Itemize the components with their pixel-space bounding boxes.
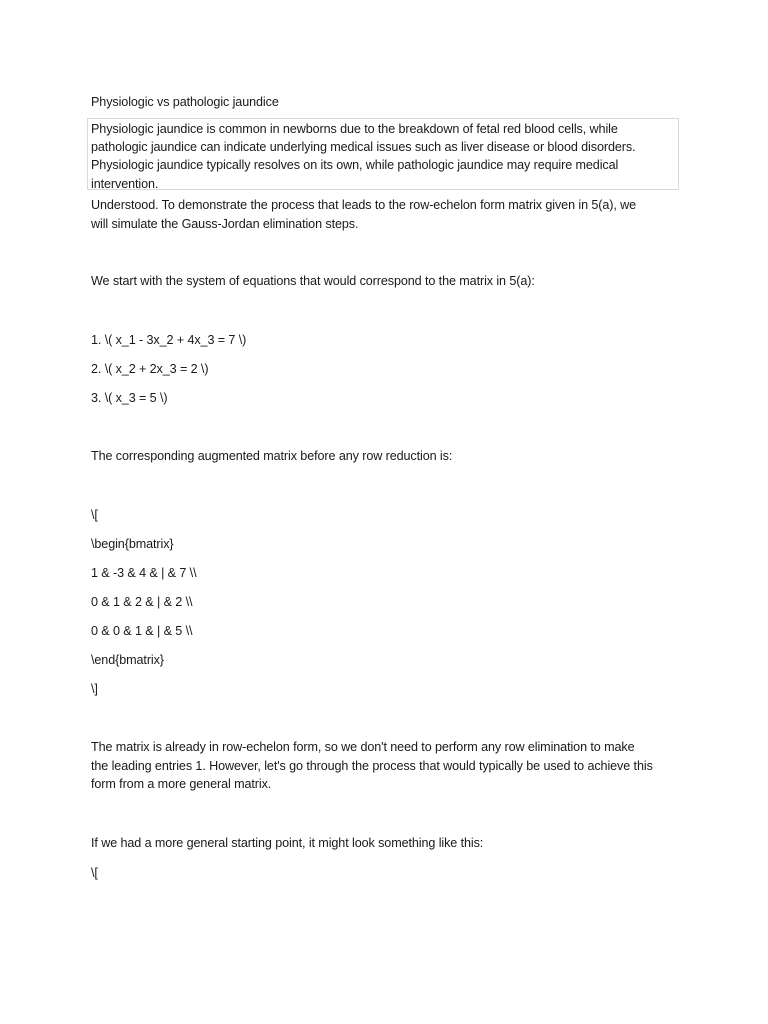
summary-paragraph (91, 120, 635, 193)
system-intro: We start with the system of equations that would correspond to the matrix in 5(a): (91, 274, 535, 288)
matrix-line: \] (91, 682, 98, 696)
summary-box (87, 118, 679, 190)
matrix-line: \[ (91, 508, 98, 522)
summary-line: Physiologic jaundice is common in newborns due to the breakdown of fetal red blood cells, while (91, 122, 618, 136)
document-heading: Physiologic vs pathologic jaundice (91, 95, 279, 109)
intro-paragraph (91, 196, 681, 233)
summary-line: pathologic jaundice can indicate underlying medical issues such as liver disease or blood disorders. (91, 140, 636, 155)
equation-3: 3. \( x_3 = 5 \) (91, 391, 168, 405)
matrix-line: 1 & -3 & 4 & | & 7 \\ (91, 566, 197, 580)
matrix-line: 0 & 1 & 2 & | & 2 \\ (91, 595, 193, 609)
matrix-line: \begin{bmatrix} (91, 537, 174, 551)
explanation-line: the leading entries 1. However, let's go through the process that would typically be used to achieve this (91, 758, 653, 773)
equation-2: 2. \( x_2 + 2x_3 = 2 \) (91, 362, 209, 376)
explanation-line: form from a more general matrix. (91, 777, 272, 791)
matrix-line: 0 & 0 & 1 & | & 5 \\ (91, 624, 193, 638)
general-intro: If we had a more general starting point, it might look something like this: (91, 836, 484, 850)
summary-line: intervention. (91, 176, 159, 191)
matrix-intro: The corresponding augmented matrix before any row reduction is: (91, 449, 453, 463)
intro-line: Understood. To demonstrate the process that leads to the row-echelon form matrix given in 5(a), we (91, 198, 637, 212)
equation-1: 1. \( x_1 - 3x_2 + 4x_3 = 7 \) (91, 333, 247, 347)
explanation-paragraph (91, 738, 681, 794)
matrix-line: \end{bmatrix} (91, 653, 164, 667)
trailing-line: \[ (91, 866, 98, 880)
explanation-line: The matrix is already in row-echelon form, so we don't need to perform any row elimination to make (91, 740, 635, 754)
intro-line: will simulate the Gauss-Jordan elimination steps. (91, 216, 359, 231)
summary-line: Physiologic jaundice typically resolves on its own, while pathologic jaundice may require medical (91, 158, 619, 173)
